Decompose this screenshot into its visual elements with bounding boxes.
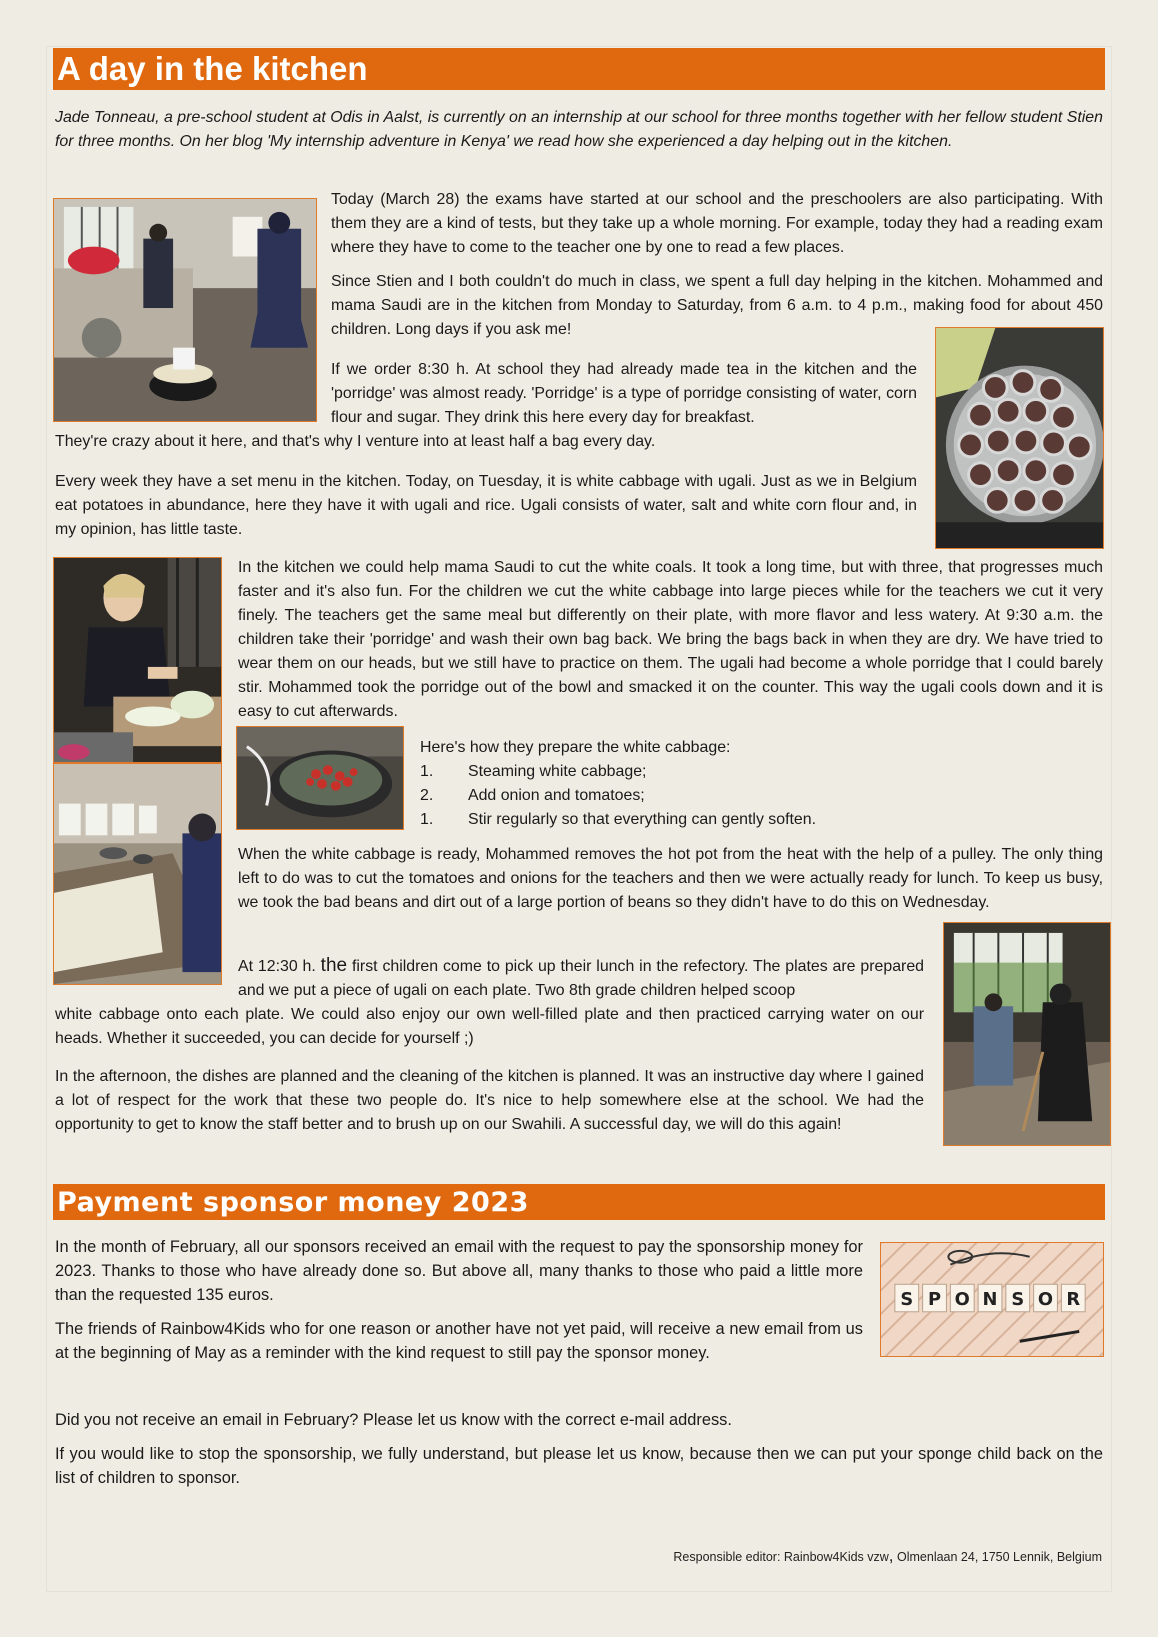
paragraph-pulley: When the white cabbage is ready, Mohammed removes the hot pot from the heat with the help of a pulley. The only thing left to do was to cut the tomatoes and onions for the teachers and then we were actually ready for lunch. To keep us busy, we took the bad beans and dirt out of a large portion of beans so they didn't have to do this on Wednesday. [238, 846, 1103, 911]
recipe-step: 1. Steaming white cabbage; [420, 763, 647, 780]
sponsor-p1: In the month of February, all our sponsors received an email with the request to pay the sponsorship money for 2023. Thanks to those who have already done so. But above all, many thanks to those who paid a little more than the requested 135 euros. [55, 1238, 863, 1304]
paragraph-cabbage: In the kitchen we could help mama Saudi to cut the white coals. It took a long time, but with three, that progresses much faster and it's also fun. For the children we cut the white cabbage into large pieces while for the teachers we cut it very finely. The teachers get the same meal but differently on their plate, with more flavor and less watery. At 9:30 a.m. the children take their 'porridge' and wash their own bag back. We bring the bags back in when they are dry. We have tried to wear them on our heads, but we still have to practice on them. The ugali had become a whole porridge that I could barely stir. Mohammed took the porridge out of the bowl and smacked it on the counter. This way the ugali cools down and it is easy to cut afterwards. [238, 559, 1103, 720]
sponsor-letter: S [900, 1289, 914, 1310]
exams-text: Today (March 28) the exams have started at our school and the preschoolers are also participating. With them they are a kind of tests, but they take up a whole morning. For example, today they had a reading exam where they have to come to the teacher one by one to read a few places. [331, 191, 1103, 256]
photo-ugali-table [53, 763, 222, 985]
recipe-step: 2. Add onion and tomatoes; [420, 787, 645, 804]
paragraph-porridge-end: They're crazy about it here, and that's why I venture into at least half a bag every day. [55, 433, 656, 450]
paragraph-lunch: At 12:30 h. the first children come to pick up their lunch in the refectory. The plates are prepared and we put a piece of ugali on each plate. Two 8th grade children helped scoop [238, 955, 925, 999]
recipe-intro: Here's how they prepare the white cabbage: [420, 739, 731, 756]
sponsor-letter: S [1011, 1289, 1025, 1310]
paragraph-sponsor-email [55, 1235, 863, 1375]
photo-cooking-pot [236, 726, 404, 830]
sponsor-p3: Did you not receive an email in February? Please let us know with the correct e-mail address. [55, 1411, 732, 1429]
sponsor-letter: O [1037, 1289, 1054, 1310]
sponsor-p2: The friends of Rainbow4Kids who for one reason or another have not yet paid, will receive a new email from us at the beginning of May as a reminder with the kind request to still pay the sponsor money. [55, 1320, 863, 1362]
paragraph-lunch-end: white cabbage onto each plate. We could also enjoy our own well-filled plate and then practiced carrying water on our heads. Whether it succeeded, you can decide for yourself ;) [55, 1006, 924, 1047]
section-title-kitchen: A day in the kitchen [53, 48, 1105, 90]
footer-editor: Responsible editor: Rainbow4Kids vzw, Olmenlaan 24, 1750 Lennik, Belgium [673, 1546, 1102, 1565]
photo-cutting-cabbage [53, 557, 222, 763]
recipe-list [420, 760, 1100, 832]
paragraph-sponsor-rest [55, 1408, 1103, 1500]
sponsor-letter: P [927, 1289, 942, 1310]
section-title-payment: Payment sponsor money 2023 [53, 1184, 1105, 1220]
intro-paragraph: Jade Tonneau, a pre-school student at Odis in Aalst, is currently on an internship at our school for three months together with her fellow student Stien for three months. On her blog 'My internship adventure in Kenya' we read how she experienced a day helping out in the kitchen. [55, 109, 1103, 150]
paragraph-porridge: If we order 8:30 h. At school they had already made tea in the kitchen and the 'porridge' was almost ready. 'Porridge' is a type of porridge consisting of water, corn flour and sugar. They drink this here every day for breakfast. [331, 361, 917, 426]
sponsor-letter: O [954, 1289, 970, 1310]
paragraph-afternoon: In the afternoon, the dishes are planned and the cleaning of the kitchen is planned. It was an instructive day where I gained a lot of respect for the work that these two people do. It's nice to help somewhere else at the school. We had the opportunity to get to know the staff better and to brush up on our Swahili. A successful day, we will do this again! [55, 1068, 924, 1133]
recipe-block [420, 736, 1100, 832]
photo-kitchen-cooks [53, 198, 317, 422]
sponsor-letter: N [982, 1289, 998, 1310]
sponsor-p4: If you would like to stop the sponsorship, we fully understand, but please let us know, because then we can put your sponge child back on the list of children to sponsor. [55, 1445, 1103, 1487]
sponsor-letter: R [1066, 1289, 1081, 1310]
helping-text: Since Stien and I both couldn't do much in class, we spent a full day helping in the kitchen. Mohammed and mama Saudi are in the kitchen from Monday to Saturday, from 6 a.m. to 4 p.m., making food for about 450 children. Long days if you ask me! [331, 273, 1103, 338]
photo-sponsor-blocks [880, 1242, 1104, 1357]
photo-porridge-cups [935, 327, 1104, 549]
photo-cleaning-kitchen [943, 922, 1111, 1146]
paragraph-menu: Every week they have a set menu in the kitchen. Today, on Tuesday, it is white cabbage with ugali. Just as we in Belgium eat potatoes in abundance, here they have it with ugali and rice. Ugali consists of water, salt and white corn flour and, in my opinion, has little taste. [55, 473, 917, 538]
recipe-step: 1. Stir regularly so that everything can gently soften. [420, 811, 817, 828]
